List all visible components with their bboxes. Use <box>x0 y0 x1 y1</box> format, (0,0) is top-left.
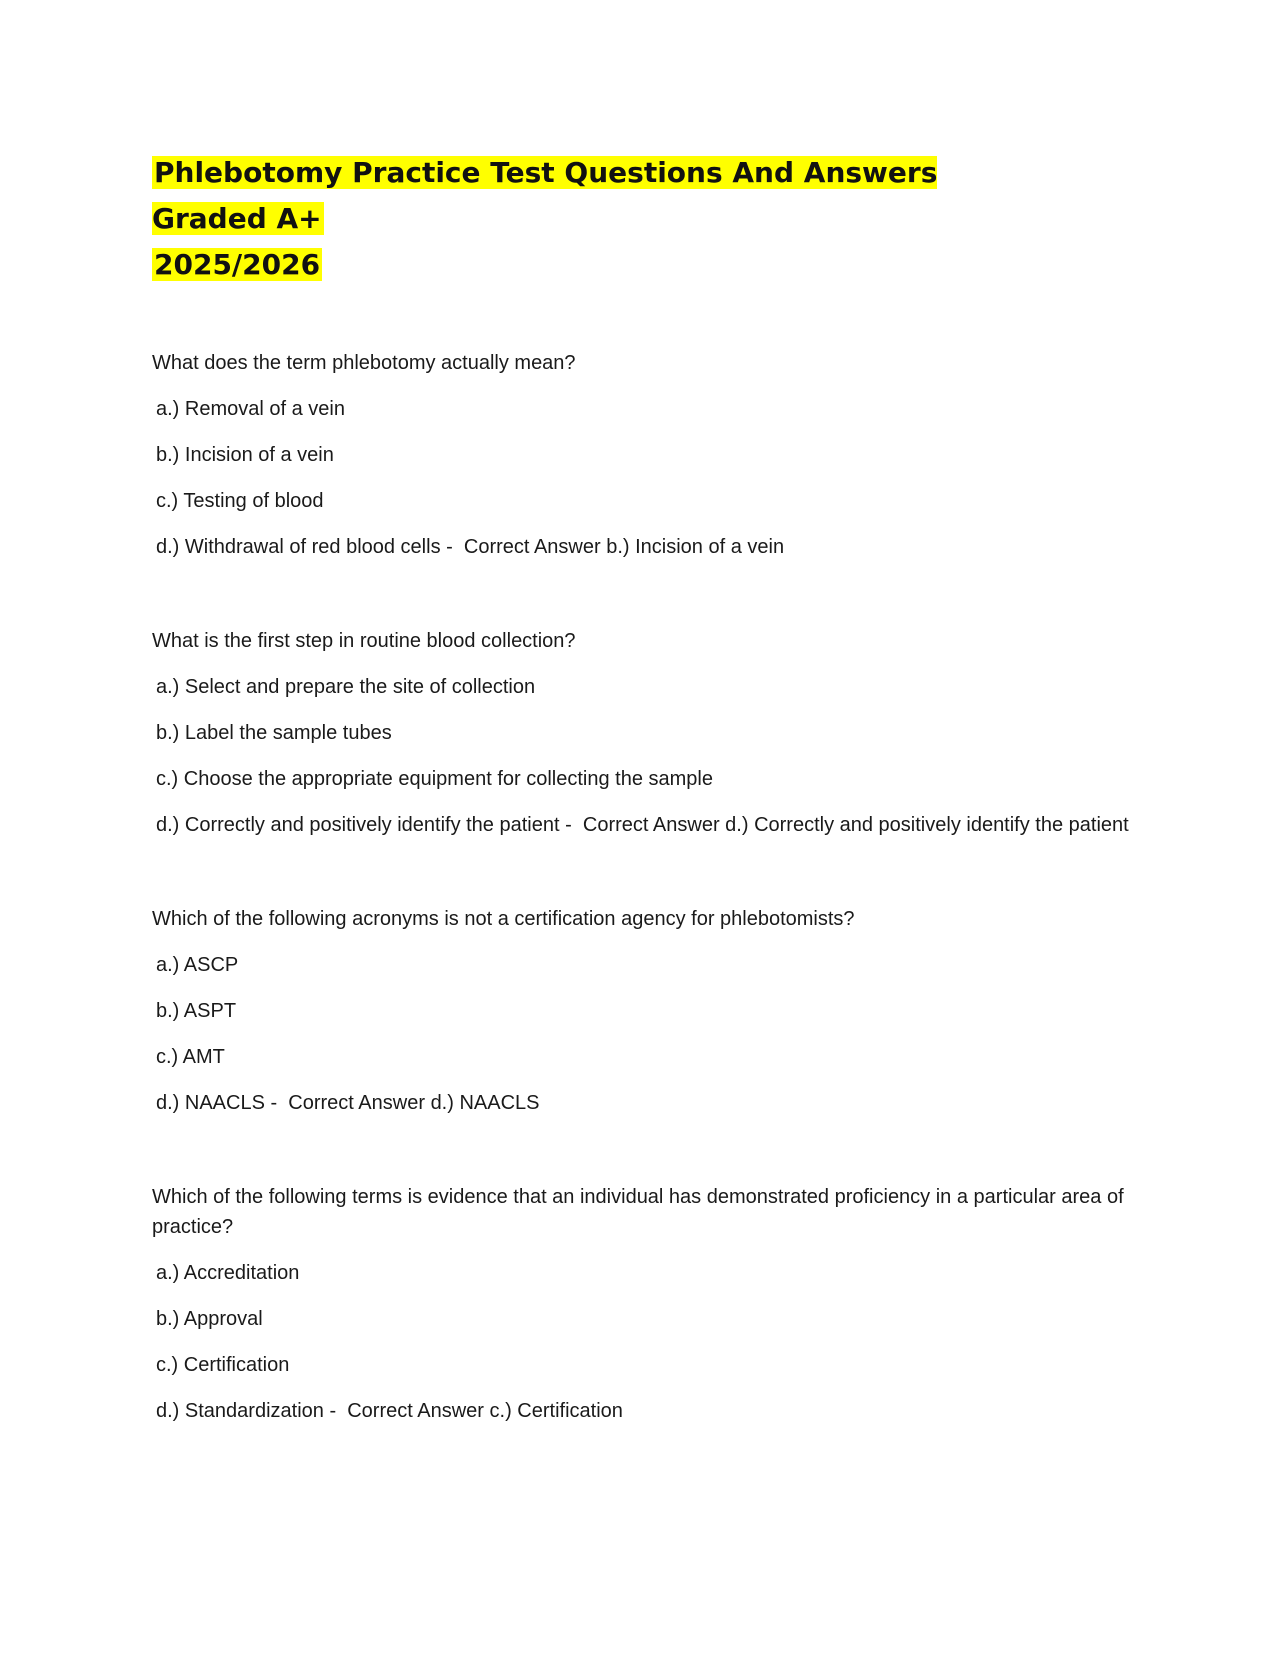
document-title <box>152 150 1052 288</box>
option-d-with-answer: d.) Withdrawal of red blood cells - Correct Answer b.) Incision of a vein <box>156 536 785 558</box>
option-a: a.) ASCP <box>156 954 239 976</box>
correct-answer: c.) Certification <box>489 1400 623 1422</box>
option-d: d.) NAACLS <box>156 1092 265 1114</box>
option-c: c.) AMT <box>156 1046 225 1068</box>
option-b: b.) Label the sample tubes <box>156 722 392 744</box>
option-d-with-answer: d.) Standardization - Correct Answer c.) Certification <box>156 1400 623 1422</box>
option-d: d.) Withdrawal of red blood cells <box>156 536 441 558</box>
question-block-2 <box>152 626 1140 840</box>
correct-answer-label: Correct Answer <box>582 814 720 836</box>
option-c: c.) Choose the appropriate equipment for collecting the sample <box>156 768 713 790</box>
option-c: c.) Certification <box>156 1354 290 1376</box>
question-text: Which of the following terms is evidence that an individual has demonstrated proficiency in a particular area of practice? <box>152 1186 1124 1238</box>
option-c: c.) Testing of blood <box>156 490 324 512</box>
correct-answer-label: Correct Answer <box>288 1092 425 1114</box>
question-text: What does the term phlebotomy actually mean? <box>152 352 576 374</box>
title-line-2: 2025/2026 <box>154 248 321 281</box>
correct-answer: d.) Correctly and positively identify the patient <box>725 814 1129 836</box>
option-d: d.) Standardization <box>156 1400 324 1422</box>
question-block-3 <box>152 904 1140 1118</box>
option-d: d.) Correctly and positively identify the patient <box>156 814 560 836</box>
option-a: a.) Accreditation <box>156 1262 300 1284</box>
option-a: a.) Select and prepare the site of collection <box>156 676 536 698</box>
title-line-1: Phlebotomy Practice Test Questions And Answers Graded A+ <box>152 156 938 235</box>
question-text: Which of the following acronyms is not a certification agency for phlebotomists? <box>152 908 855 930</box>
option-a: a.) Removal of a vein <box>156 398 345 420</box>
option-d-with-answer: d.) Correctly and positively identify the patient - Correct Answer d.) Correctly and positively identify the patient <box>156 814 1129 836</box>
correct-answer-label: Correct Answer <box>463 536 601 558</box>
question-block-1 <box>152 348 1140 562</box>
option-d-with-answer: d.) NAACLS - Correct Answer d.) NAACLS <box>156 1092 540 1114</box>
correct-answer: d.) NAACLS <box>430 1092 540 1114</box>
correct-answer-label: Correct Answer <box>347 1400 484 1422</box>
question-block-4 <box>152 1182 1140 1426</box>
option-b: b.) Incision of a vein <box>156 444 334 466</box>
question-text: What is the first step in routine blood collection? <box>152 630 576 652</box>
question-list <box>152 348 1140 1426</box>
option-b: b.) Approval <box>156 1308 263 1330</box>
correct-answer: b.) Incision of a vein <box>606 536 785 558</box>
option-b: b.) ASPT <box>156 1000 237 1022</box>
